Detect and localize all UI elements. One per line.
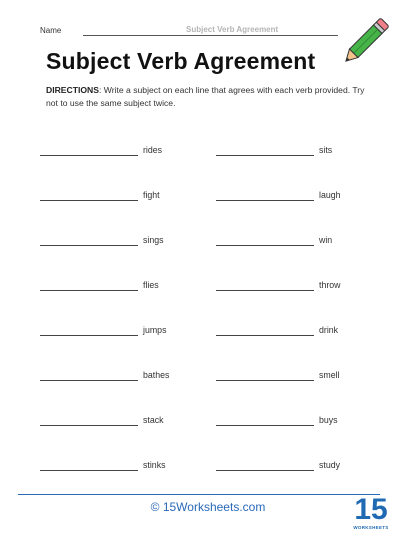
verb-label: drink [319,325,339,335]
name-field[interactable] [83,35,338,36]
answer-blank[interactable] [216,245,314,246]
page-title: Subject Verb Agreement [46,48,316,74]
name-header [40,24,340,38]
verb-label: jumps [143,325,167,335]
answer-blank[interactable] [40,380,138,381]
verb-label: buys [319,415,338,425]
verb-label: fight [143,190,160,200]
answer-blank[interactable] [216,290,314,291]
directions [46,84,376,110]
logo-number: 15 [354,493,388,526]
verb-label: win [319,235,333,245]
verb-label: rides [143,145,163,155]
verb-label: stinks [143,460,166,470]
answer-blank[interactable] [40,290,138,291]
answer-blank[interactable] [216,425,314,426]
answer-blank[interactable] [216,200,314,201]
verb-label: throw [319,280,341,290]
directions-lead: DIRECTIONS [46,85,99,95]
answer-blank[interactable] [40,425,138,426]
answer-blank[interactable] [40,245,138,246]
verb-label: study [319,460,341,470]
logo-word: WORKSHEETS [353,525,389,530]
verb-label: sings [143,235,164,245]
answer-blank[interactable] [216,380,314,381]
answer-blank[interactable] [40,200,138,201]
verb-label: stack [143,415,164,425]
header-subtitle: Subject Verb Agreement [186,25,279,34]
directions-text: : Write a subject on each line that agrees with each verb provided. Try not to use the same subject twice. [46,85,365,108]
answer-blank[interactable] [216,155,314,156]
verb-label: laugh [319,190,341,200]
verb-label: bathes [143,370,170,380]
verb-label: sits [319,145,333,155]
footer-link[interactable]: © 15Worksheets.com [150,500,266,514]
pencil-icon [335,12,395,72]
verb-label: flies [143,280,159,290]
answer-blank[interactable] [40,155,138,156]
name-label: Name [40,26,62,35]
footer-divider [18,494,380,495]
answer-blank[interactable] [216,335,314,336]
answer-blank[interactable] [40,470,138,471]
answer-blank[interactable] [216,470,314,471]
verb-label: smell [319,370,340,380]
answer-blank[interactable] [40,335,138,336]
site-logo [350,494,392,534]
